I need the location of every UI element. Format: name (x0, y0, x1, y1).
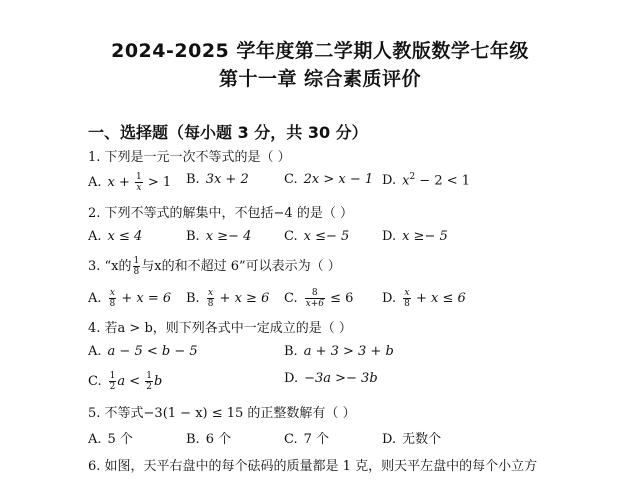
option-c-text: 7 个 (303, 432, 330, 447)
option-label: C. (88, 374, 102, 389)
option-a-text: 5 个 (107, 432, 133, 447)
fraction-denominator: 8 (133, 267, 140, 277)
question-4-option-c (88, 371, 162, 392)
question-2-stem: 2. 下列不等式的解集中，不包括−4 的是（ ） (88, 206, 353, 221)
question-2-option-a (88, 229, 142, 244)
option-b-expr: x ≥− 4 (205, 229, 252, 244)
option-d-expr: + x ≤ 6 (411, 291, 466, 306)
question-5-option-a (88, 428, 133, 447)
fraction-numerator: x (404, 288, 410, 298)
question-1-option-b (186, 172, 249, 187)
option-label: C. (284, 172, 298, 187)
option-label: D. (382, 291, 397, 306)
fraction-denominator: 8 (207, 299, 214, 309)
fraction (305, 288, 325, 309)
chapter-title: 第十一章 综合素质评价 (218, 68, 422, 90)
option-label: C. (284, 291, 298, 306)
option-label: B. (284, 344, 298, 359)
option-b-text: 6 个 (205, 432, 232, 447)
stem-post: 与x的和不超过 6”可以表示为（ ） (141, 259, 341, 274)
question-1-option-d (382, 172, 470, 188)
question-5-option-b (186, 428, 231, 447)
option-label: B. (186, 172, 200, 187)
option-b-expr: + x ≥ 6 (215, 291, 270, 306)
fraction-denominator: 8 (109, 299, 116, 309)
option-label: C. (284, 432, 298, 447)
fraction-numerator: 1 (109, 371, 116, 381)
option-label: A. (88, 432, 102, 447)
section-heading: 一、选择题（每小题 3 分，共 30 分） (88, 123, 368, 142)
question-1-stem: 1. 下列是一元一次不等式的是（ ） (88, 150, 291, 165)
fraction-numerator: 1 (146, 371, 153, 381)
option-label: C. (284, 229, 298, 244)
option-label: A. (88, 175, 102, 190)
stem-pre: 3. “x的 (88, 259, 132, 274)
option-d-text: 无数个 (402, 432, 442, 447)
fraction-numerator: x (208, 288, 214, 298)
fraction (133, 256, 141, 277)
fraction-numerator: 1 (133, 256, 140, 266)
fraction-denominator: 2 (109, 382, 116, 392)
question-4-stem: 4. 若a > b，则下列各式中一定成立的是（ ） (88, 321, 352, 336)
option-b-expr: a + 3 > 3 + b (303, 344, 394, 359)
fraction-denominator: 2 (146, 382, 153, 392)
option-c-end: b (154, 374, 163, 389)
option-label: A. (88, 229, 102, 244)
option-a-expr: + x = 6 (117, 291, 172, 306)
option-d-rest: − 2 < 1 (415, 173, 471, 189)
option-a-expr: a − 5 < b − 5 (107, 344, 198, 359)
question-5-option-d (382, 428, 441, 447)
fraction (109, 371, 117, 392)
fraction-denominator: 8 (404, 299, 410, 309)
fraction-denominator: x (136, 183, 142, 193)
option-label: D. (382, 173, 397, 189)
fraction (145, 371, 153, 392)
question-1-option-c (284, 172, 373, 187)
option-label: B. (186, 432, 200, 447)
option-label: D. (284, 371, 299, 386)
option-c-expr: 2x > x − 1 (303, 172, 374, 187)
option-label: A. (88, 291, 102, 306)
option-a-expr-post: > 1 (143, 175, 172, 190)
fraction-denominator: x+6 (305, 299, 324, 309)
option-d-base: x (402, 173, 410, 189)
fraction-numerator: x (109, 288, 115, 298)
option-label: A. (88, 344, 102, 359)
question-4-option-a (88, 344, 198, 359)
question-3-option-b (186, 288, 269, 309)
fraction (403, 288, 411, 309)
fraction (109, 288, 117, 309)
question-4-option-d (284, 371, 378, 386)
option-label: D. (382, 229, 397, 244)
option-b-expr: 3x + 2 (205, 172, 249, 187)
question-5-option-c (284, 428, 329, 447)
question-2-option-c (284, 229, 349, 244)
option-c-expr: ≤ 6 (325, 291, 354, 306)
option-d-expr: −3a >− 3b (304, 371, 378, 386)
fraction-numerator: 1 (136, 172, 142, 182)
question-1-option-a (88, 172, 171, 193)
option-a-expr-pre: x + (107, 175, 135, 190)
option-label: B. (186, 291, 200, 306)
fraction (135, 172, 143, 193)
question-3-stem (88, 255, 341, 277)
fraction-numerator: 8 (305, 288, 325, 299)
option-c-mid: a < (117, 374, 145, 389)
question-3-option-a (88, 288, 171, 309)
option-label: B. (186, 229, 200, 244)
option-c-expr: x ≤− 5 (303, 229, 350, 244)
option-label: D. (382, 432, 397, 447)
question-5-stem: 5. 不等式−3(1 − x) ≤ 15 的正整数解有（ ） (88, 406, 356, 421)
question-6-stem: 6. 如图，天平右盘中的每个砝码的质量都是 1 克，则天平左盘中的每个小立方 (88, 459, 538, 474)
option-d-exponent: 2 (409, 172, 416, 182)
document-title: 2024-2025 学年度第二学期人教版数学七年级 (111, 40, 529, 62)
fraction (207, 288, 215, 309)
option-d-expr: x ≥− 5 (402, 229, 448, 244)
option-a-expr: x ≤ 4 (107, 229, 143, 244)
question-2-option-b (186, 229, 251, 244)
question-3-option-c (284, 288, 353, 309)
question-3-option-d (382, 288, 466, 309)
question-2-option-d (382, 229, 448, 244)
question-4-option-b (284, 344, 394, 359)
